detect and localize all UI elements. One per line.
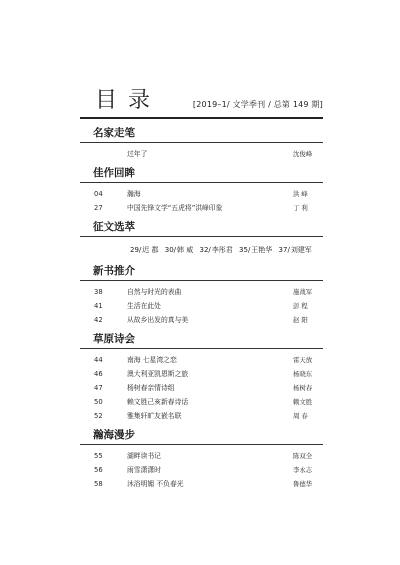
entry-list bbox=[80, 353, 323, 423]
entry-title: 自然与时光的表曲 bbox=[127, 288, 182, 296]
entry-author: 赖文胜 bbox=[293, 398, 313, 406]
entry-author: 陈双全 bbox=[293, 452, 313, 460]
entry-title: 过年了 bbox=[127, 150, 148, 158]
section-title: 佳作回眸 bbox=[93, 167, 135, 179]
entry-author: 洪 峰 bbox=[293, 190, 308, 198]
issue-info: [2019–1/ 文学季刊 / 总第 149 期] bbox=[192, 100, 323, 109]
entry-page: 46 bbox=[94, 370, 103, 378]
entry-author: 杨树春 bbox=[293, 384, 313, 392]
section-hanhai bbox=[80, 426, 323, 491]
section-title: 瀚海漫步 bbox=[93, 429, 135, 441]
entry-title: 湖畔读书记 bbox=[127, 452, 161, 460]
section-xinshu bbox=[80, 262, 323, 327]
entry-title: 赖文胜己亥新春诗话 bbox=[127, 398, 189, 406]
toc-entry[interactable] bbox=[80, 353, 323, 367]
section-caoyuan bbox=[80, 330, 323, 423]
zhengwen-entry[interactable]: 37/刘建军 bbox=[278, 246, 312, 254]
section-rule bbox=[80, 444, 323, 445]
entry-author: 李彤君 bbox=[211, 246, 233, 254]
entry-author: 丁 利 bbox=[293, 204, 308, 212]
section-rule bbox=[80, 236, 323, 237]
entry-title: 从故乡出发的真与美 bbox=[127, 316, 189, 324]
entry-title: 中国先锋文学“五虎将”洪峰印象 bbox=[127, 204, 223, 212]
entry-page: 44 bbox=[94, 356, 103, 364]
entry-page: 58 bbox=[94, 480, 103, 488]
zhengwen-entry[interactable]: 30/韩 威 bbox=[164, 246, 194, 254]
toc-entry[interactable] bbox=[80, 477, 323, 491]
toc-sections bbox=[80, 124, 323, 491]
entry-author: 彭 程 bbox=[293, 302, 308, 310]
page-title: 目录 bbox=[95, 88, 162, 113]
entry-page: 56 bbox=[94, 466, 103, 474]
toc-entry[interactable] bbox=[80, 367, 323, 381]
entry-page: 29 bbox=[130, 246, 139, 254]
toc-entry[interactable] bbox=[80, 147, 323, 161]
toc-entry[interactable] bbox=[80, 285, 323, 299]
entry-title: 南海 七星湾之恋 bbox=[127, 356, 177, 364]
entry-page: 32 bbox=[199, 246, 209, 254]
toc-entry[interactable] bbox=[80, 201, 323, 215]
entry-author: 赵 阳 bbox=[293, 316, 308, 324]
entry-author: 周 春 bbox=[293, 412, 308, 420]
entry-page: 50 bbox=[94, 398, 103, 406]
entry-list bbox=[80, 449, 323, 491]
toc-entry[interactable] bbox=[80, 187, 323, 201]
entry-author: 迟 郡 bbox=[142, 246, 159, 254]
entry-title: 雨雪潇潇时 bbox=[127, 466, 161, 474]
header-rule bbox=[80, 117, 323, 119]
entry-title: 生活在此处 bbox=[127, 302, 161, 310]
section-mingjia bbox=[80, 124, 323, 161]
zhengwen-entry[interactable]: 35/王艳华 bbox=[239, 246, 273, 254]
entry-page: 38 bbox=[94, 288, 103, 296]
entry-author: 刘建军 bbox=[290, 246, 312, 254]
entry-page: 35 bbox=[239, 246, 248, 254]
toc-entry[interactable] bbox=[80, 449, 323, 463]
section-title: 草原诗会 bbox=[93, 333, 135, 345]
toc-entry[interactable] bbox=[80, 409, 323, 423]
entry-author: 杨晓东 bbox=[293, 370, 313, 378]
toc-entry[interactable] bbox=[80, 463, 323, 477]
entry-author: 王艳华 bbox=[251, 246, 273, 254]
entry-page: 42 bbox=[94, 316, 103, 324]
entry-page: 37 bbox=[278, 246, 288, 254]
zhengwen-entry[interactable]: 32/李彤君 bbox=[199, 246, 233, 254]
entry-author: 鲁德华 bbox=[293, 480, 313, 488]
section-jiazuo bbox=[80, 164, 323, 215]
section-rule bbox=[80, 182, 323, 183]
section-rule bbox=[80, 280, 323, 281]
entry-list bbox=[80, 147, 323, 161]
entry-title: 澳大利亚凯恩斯之旅 bbox=[127, 370, 189, 378]
section-title: 新书推介 bbox=[93, 265, 135, 277]
entry-page: 55 bbox=[94, 452, 103, 460]
entry-list bbox=[80, 285, 323, 327]
entry-page: 41 bbox=[94, 302, 103, 310]
section-rule bbox=[80, 142, 323, 143]
toc-entry[interactable] bbox=[80, 395, 323, 409]
entry-page: 27 bbox=[94, 204, 103, 212]
zhengwen-entry[interactable]: 29/迟 郡 bbox=[130, 246, 159, 254]
entry-author: 韩 威 bbox=[177, 246, 194, 254]
entry-title: 雅集轩旷友嵌名联 bbox=[127, 412, 182, 420]
toc-entry[interactable] bbox=[80, 313, 323, 327]
toc-header bbox=[80, 88, 323, 118]
toc-entry[interactable] bbox=[80, 381, 323, 395]
entry-author: 施战军 bbox=[293, 288, 313, 296]
section-rule bbox=[80, 348, 323, 349]
section-title: 征文选萃 bbox=[93, 221, 135, 233]
entry-title: 瀚海 bbox=[127, 190, 141, 198]
section-zhengwen bbox=[80, 218, 323, 259]
entry-title: 杨树春亲情诗组 bbox=[127, 384, 175, 392]
entry-page: 04 bbox=[94, 190, 103, 198]
zhengwen-entries bbox=[80, 241, 323, 259]
section-title: 名家走笔 bbox=[93, 127, 135, 139]
toc-entry[interactable] bbox=[80, 299, 323, 313]
entry-author: 雷天放 bbox=[293, 356, 313, 364]
entry-title: 沐浴明媚 不负春光 bbox=[127, 480, 184, 488]
entry-page: 30 bbox=[164, 246, 174, 254]
entry-author: 李永志 bbox=[293, 466, 313, 474]
entry-page: 47 bbox=[94, 384, 103, 392]
entry-author: 沈俊峰 bbox=[293, 150, 313, 158]
entry-page: 52 bbox=[94, 412, 103, 420]
entry-list bbox=[80, 187, 323, 215]
